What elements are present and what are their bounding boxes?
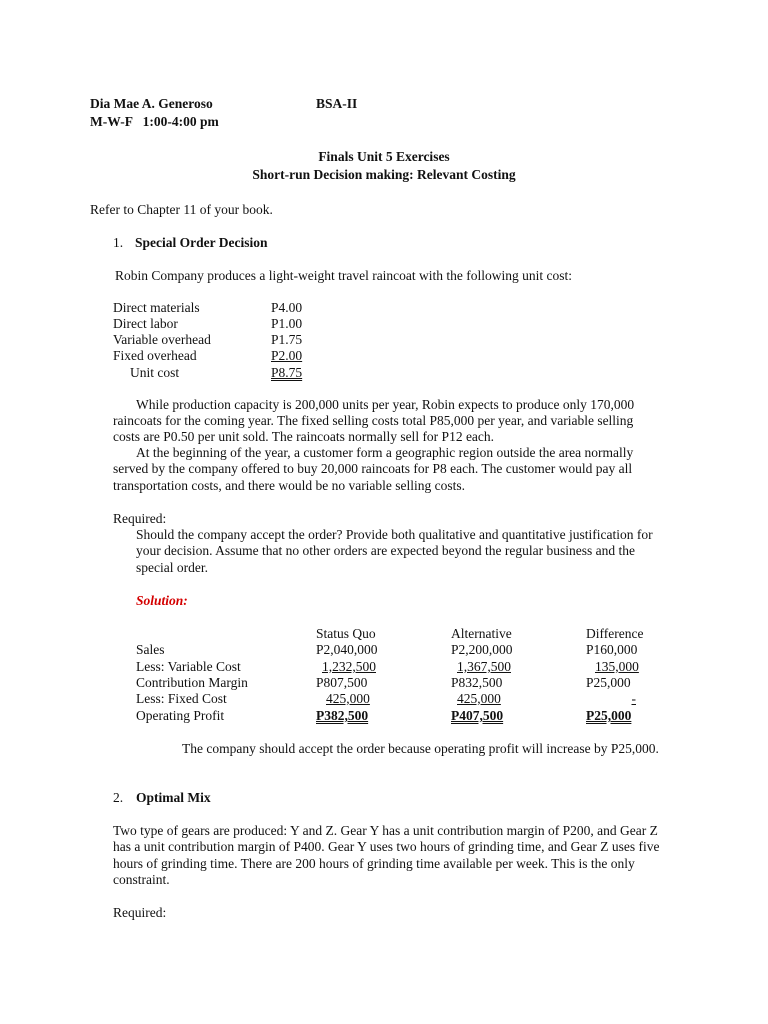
row-label: Less: Fixed Cost: [136, 691, 227, 706]
required-line: special order.: [136, 560, 208, 575]
section1-number: 1.: [113, 235, 124, 250]
student-name: Dia Mae A. Generoso: [90, 96, 213, 111]
section2-number: 2.: [113, 790, 124, 805]
required-line: Should the company accept the order? Provide both qualitative and quantitative justification for: [136, 527, 653, 542]
table-row: [0, 675, 768, 691]
status-quo-cell: 425,000: [326, 691, 370, 706]
paragraph-line: While production capacity is 200,000 units per year, Robin expects to produce only 170,000: [136, 397, 635, 412]
status-quo-cell: P2,040,000: [316, 642, 378, 657]
alternative-cell: P407,500: [451, 708, 504, 723]
paragraph-line: Two type of gears are produced: Y and Z. Gear Y has a unit contribution margin of P200, and Gear Z: [113, 823, 658, 838]
cost-label: Direct labor: [113, 316, 178, 331]
cost-value: P1.75: [271, 332, 303, 347]
paragraph-line: constraint.: [113, 872, 170, 887]
course-code: BSA-II: [316, 96, 358, 111]
paragraph-line: served by the company offered to buy 20,000 raincoats for P8 each. The customer would pay all: [113, 461, 633, 476]
status-quo-cell: P382,500: [316, 708, 369, 723]
paragraph-line: transportation costs, and there would be no variable selling costs.: [113, 478, 466, 493]
difference-cell: 135,000: [595, 659, 639, 674]
paragraph-line: At the beginning of the year, a customer form a geographic region outside the area normally: [136, 445, 634, 460]
row-label: Operating Profit: [136, 708, 225, 723]
row-label: Less: Variable Cost: [136, 659, 241, 674]
cost-value: P1.00: [271, 316, 303, 331]
difference-cell: P25,000: [586, 675, 631, 690]
alternative-cell: 1,367,500: [457, 659, 511, 674]
cost-value: P4.00: [271, 300, 303, 315]
section1-heading: Special Order Decision: [135, 235, 268, 250]
intro-text: Refer to Chapter 11 of your book.: [90, 202, 273, 217]
class-schedule: M-W-F 1:00-4:00 pm: [90, 114, 219, 129]
table-row-total: [0, 708, 768, 724]
status-quo-cell: 1,232,500: [322, 659, 376, 674]
cost-label: Variable overhead: [113, 332, 211, 347]
cost-value: P8.75: [271, 365, 303, 380]
document-subtitle: Short-run Decision making: Relevant Costing: [252, 167, 516, 182]
cost-label: Unit cost: [130, 365, 180, 380]
row-label: Sales: [136, 642, 165, 657]
difference-cell: -: [631, 691, 636, 706]
paragraph-line: costs are P0.50 per unit sold. The raincoats normally sell for P12 each.: [113, 429, 495, 444]
paragraph-line: hours of grinding time. There are 200 hours of grinding time available per week. This is the only: [113, 856, 635, 871]
document-title: Finals Unit 5 Exercises: [318, 149, 450, 164]
section1-lead: Robin Company produces a light-weight travel raincoat with the following unit cost:: [115, 268, 573, 283]
conclusion-text: The company should accept the order because operating profit will increase by P25,000.: [182, 741, 659, 756]
alternative-cell: P2,200,000: [451, 642, 513, 657]
paragraph-line: raincoats for the coming year. The fixed selling costs total P85,000 per year, and variable selling: [113, 413, 634, 428]
table-row: [0, 659, 768, 675]
required-label: Required:: [113, 905, 167, 920]
table-header-row: [0, 626, 768, 642]
column-header: Alternative: [451, 626, 512, 641]
status-quo-cell: P807,500: [316, 675, 368, 690]
cost-value: P2.00: [271, 348, 303, 363]
column-header: Status Quo: [316, 626, 376, 641]
cost-label: Fixed overhead: [113, 348, 197, 363]
difference-cell: P160,000: [586, 642, 638, 657]
difference-cell: P25,000: [586, 708, 632, 723]
solution-label: Solution:: [136, 593, 188, 608]
required-line: your decision. Assume that no other orders are expected beyond the regular business and the: [136, 543, 635, 558]
section2-heading: Optimal Mix: [136, 790, 211, 805]
alternative-cell: 425,000: [457, 691, 501, 706]
alternative-cell: P832,500: [451, 675, 503, 690]
required-label: Required:: [113, 511, 167, 526]
table-row: [0, 691, 768, 707]
cost-label: Direct materials: [113, 300, 200, 315]
row-label: Contribution Margin: [136, 675, 248, 690]
paragraph-line: has a unit contribution margin of P400. Gear Y uses two hours of grinding time, and Gear Z uses five: [113, 839, 660, 854]
column-header: Difference: [586, 626, 644, 641]
table-row: [0, 642, 768, 658]
